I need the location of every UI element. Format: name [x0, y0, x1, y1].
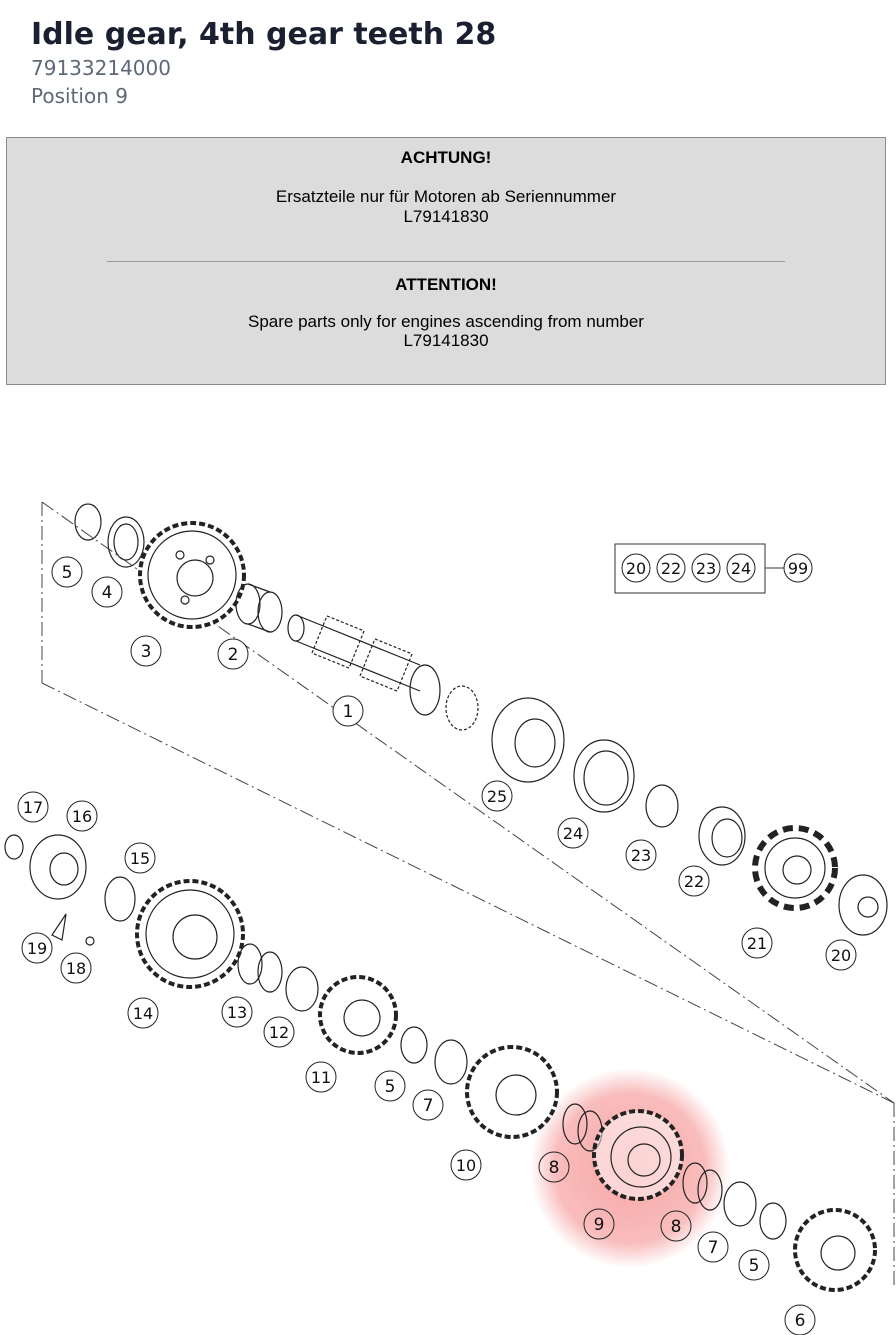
washer-part-7 — [435, 1040, 467, 1084]
notice-heading-en: ATTENTION! — [395, 275, 497, 294]
bearing-part-16 — [30, 835, 86, 899]
callout-label: 10 — [455, 1156, 477, 1175]
notice-text-en-line2: L79141830 — [403, 331, 489, 350]
callout-label: 20 — [830, 946, 852, 965]
callout-label: 11 — [310, 1068, 332, 1087]
bearing-part-25 — [492, 698, 564, 782]
callout-position-25[interactable] — [482, 781, 512, 811]
kit-result-label: 99 — [787, 559, 809, 578]
callout-position-1[interactable] — [333, 696, 363, 726]
callout-label: 7 — [707, 1238, 719, 1258]
callout-position-6[interactable] — [785, 1305, 815, 1335]
kit-callout-23[interactable] — [692, 554, 720, 582]
kit-callout-24[interactable] — [727, 554, 755, 582]
callout-position-5[interactable] — [52, 557, 82, 587]
idle-gear-part-9 — [594, 1111, 682, 1199]
gear-part-10 — [467, 1047, 557, 1137]
callout-position-20[interactable] — [826, 940, 856, 970]
kit-callout-label: 23 — [695, 559, 717, 578]
callout-label: 5 — [384, 1077, 396, 1097]
callout-label: 15 — [129, 849, 151, 868]
callout-label: 25 — [486, 787, 508, 806]
callout-label: 12 — [268, 1023, 290, 1042]
callout-position-17[interactable] — [18, 792, 48, 822]
part-number: 79133214000 — [31, 56, 171, 80]
gear-part-11 — [320, 977, 396, 1053]
callout-label: 5 — [61, 563, 73, 583]
callout-position-14[interactable] — [128, 998, 158, 1028]
callout-position-12[interactable] — [264, 1017, 294, 1047]
callout-label: 18 — [65, 959, 87, 978]
callout-position-13[interactable] — [222, 997, 252, 1027]
callout-label: 16 — [71, 807, 93, 826]
callout-position-7[interactable] — [698, 1232, 728, 1262]
serial-number-notice — [6, 137, 886, 385]
sprocket-part-21 — [755, 828, 835, 908]
callout-position-23[interactable] — [626, 840, 656, 870]
spacer-part-22 — [699, 807, 745, 865]
callout-position-18[interactable] — [61, 953, 91, 983]
callout-label: 22 — [683, 872, 705, 891]
callout-label: 1 — [342, 702, 354, 722]
main-shaft-part-1 — [288, 615, 478, 730]
notice-text-de-line1: Ersatzteile nur für Motoren ab Seriennummer — [275, 187, 617, 206]
part-header — [31, 16, 496, 110]
callout-label: 21 — [746, 934, 768, 953]
callout-label: 24 — [562, 824, 584, 843]
bushing-part-13 — [238, 944, 282, 992]
kit-result-callout[interactable] — [784, 554, 812, 582]
callout-position-2[interactable] — [218, 639, 248, 669]
callout-position-22[interactable] — [679, 866, 709, 896]
callout-position-21[interactable] — [742, 928, 772, 958]
callout-position-19[interactable] — [22, 933, 52, 963]
gear-part-6 — [795, 1210, 875, 1290]
callout-label: 8 — [548, 1158, 560, 1178]
kit-callout-label: 24 — [730, 559, 752, 578]
washer-part-12 — [286, 967, 318, 1011]
circlip-part-5-lower — [401, 1027, 427, 1063]
circlip-part-17 — [5, 835, 23, 859]
callout-position-5[interactable] — [739, 1250, 769, 1280]
washer-part-15 — [105, 877, 135, 921]
callout-position-16[interactable] — [67, 801, 97, 831]
notice-text-en-line1: Spare parts only for engines ascending from number — [248, 312, 644, 331]
callout-label: 4 — [101, 583, 113, 603]
callout-position-7[interactable] — [413, 1090, 443, 1120]
callout-label: 8 — [670, 1217, 682, 1237]
callout-position-5[interactable] — [375, 1071, 405, 1101]
part-title: Idle gear, 4th gear teeth 28 — [31, 17, 497, 52]
washer-part-7-second — [724, 1182, 756, 1226]
callout-label: 17 — [22, 798, 44, 817]
callout-label: 5 — [748, 1256, 760, 1276]
callout-label: 3 — [140, 642, 152, 662]
pin-part-19 — [52, 914, 66, 940]
ball-part-18 — [86, 937, 94, 945]
callout-position-24[interactable] — [558, 818, 588, 848]
notice-heading-de: ACHTUNG! — [400, 148, 492, 167]
gear-part-3 — [140, 523, 244, 627]
circlip-part-5-second — [760, 1203, 786, 1239]
callout-label: 23 — [630, 846, 652, 865]
bushing-part-2 — [236, 584, 282, 632]
callout-label: 2 — [227, 645, 239, 665]
callout-label: 19 — [26, 939, 48, 958]
notice-divider — [107, 261, 785, 262]
notice-text-de-line2: L79141830 — [403, 207, 489, 226]
kit-box — [615, 544, 812, 593]
part-position: Position 9 — [31, 84, 128, 108]
kit-callout-label: 20 — [625, 559, 647, 578]
kit-callout-label: 22 — [660, 559, 682, 578]
kit-callout-20[interactable] — [622, 554, 650, 582]
callout-position-15[interactable] — [125, 843, 155, 873]
seal-part-24 — [574, 740, 634, 812]
callout-position-4[interactable] — [92, 577, 122, 607]
callout-position-11[interactable] — [306, 1062, 336, 1092]
callout-label: 6 — [794, 1311, 806, 1331]
callout-label: 14 — [132, 1004, 154, 1023]
callout-position-3[interactable] — [131, 636, 161, 666]
o-ring-part-23 — [646, 785, 678, 827]
callout-position-10[interactable] — [451, 1150, 481, 1180]
callout-label: 13 — [226, 1003, 248, 1022]
gear-part-14 — [137, 881, 243, 987]
kit-callout-22[interactable] — [657, 554, 685, 582]
nut-part-20 — [839, 875, 887, 935]
callout-label: 9 — [593, 1215, 605, 1235]
exploded-view-diagram — [0, 440, 896, 1335]
callout-label: 7 — [422, 1096, 434, 1116]
